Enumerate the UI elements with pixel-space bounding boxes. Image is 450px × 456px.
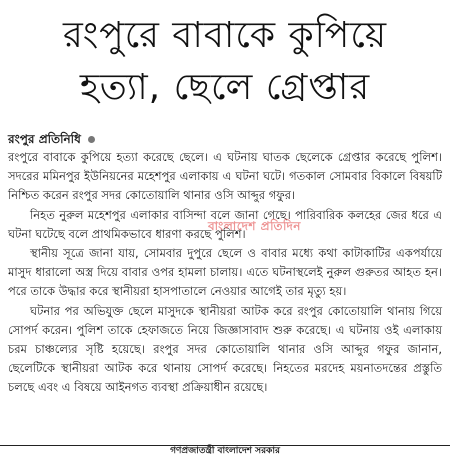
dateline [8, 130, 442, 148]
paragraph-3: স্থানীয় সূত্রে জানা যায়, সোমবার দুপুরে ছেলে ও বাবার মধ্যে কথা কাটাকাটির একপর্যায়ে মাসুদ ধারালো অস্ত্র দিয়ে বাবার ওপর হামলা চালায়। এতে ঘটনাস্থলেই নুরুল গুরুতর আহত হন। পরে তাকে উদ্ধার করে স্থানীয়রা হাসপাতালে নেওয়ার আগেই তার মৃত্যু হয়। [8, 246, 442, 299]
dateline-text: রংপুর প্রতিনিধি [8, 132, 81, 146]
headline-line-1: রংপুরে বাবাকে কুপিয়ে [62, 15, 388, 56]
footer-text: গণপ্রজাতন্ত্রী বাংলাদেশ সরকার [170, 446, 280, 456]
paragraph-1: রংপুরে বাবাকে কুপিয়ে হত্যা করেছে ছেলে। এ ঘটনায় ঘাতক ছেলেকে গ্রেপ্তার করেছে পুলিশ। সদরের মমিনপুর ইউনিয়নের মহেশপুর এলাকায় এ ঘটনা ঘটে। গতকাল সোমবার বিকালে বিষয়টি নিশ্চিত করেন রংপুর সদর কোতোয়ালি থানার ওসি আব্দুর গফুর। [8, 150, 442, 203]
headline-line-2: হত্যা, ছেলে গ্রেপ্তার [79, 67, 371, 108]
paragraph-2: নিহত নুরুল মহেশপুর এলাকার বাসিন্দা বলে জানা গেছে। পারিবারিক কলহের জের ধরে এ ঘটনা ঘটেছে বলে প্রাথমিকভাবে ধারণা করছে পুলিশ। [8, 207, 442, 241]
paragraph-4: ঘটনার পর অভিযুক্ত ছেলে মাসুদকে স্থানীয়রা আটক করে রংপুর কোতোয়ালি থানায় গিয়ে সোপর্দ করেন। পুলিশ তাকে হেফাজতে নিয়ে জিজ্ঞাসাবাদ শুরু করেছে। এ ঘটনায় ওই এলাকায় চরম চাঞ্চল্যের সৃষ্টি হয়েছে। রংপুর সদর কোতোয়ালি থানার ওসি আব্দুর গফুর জানান, ছেলেটিকে স্থানীয়রা আটক করে থানায় সোপর্দ করেছে। নিহতের মরদেহ ময়নাতদন্তের প্রস্তুতি চলছে এবং এ বিষয়ে আইনগত ব্যবস্থা প্রক্রিয়াধীন রয়েছে। [8, 303, 442, 395]
headline [0, 10, 450, 114]
bullet-dot-icon [88, 136, 95, 143]
watermark-text: বাংলাদেশ প্রতিদিন [208, 219, 301, 233]
article-body [8, 130, 442, 398]
